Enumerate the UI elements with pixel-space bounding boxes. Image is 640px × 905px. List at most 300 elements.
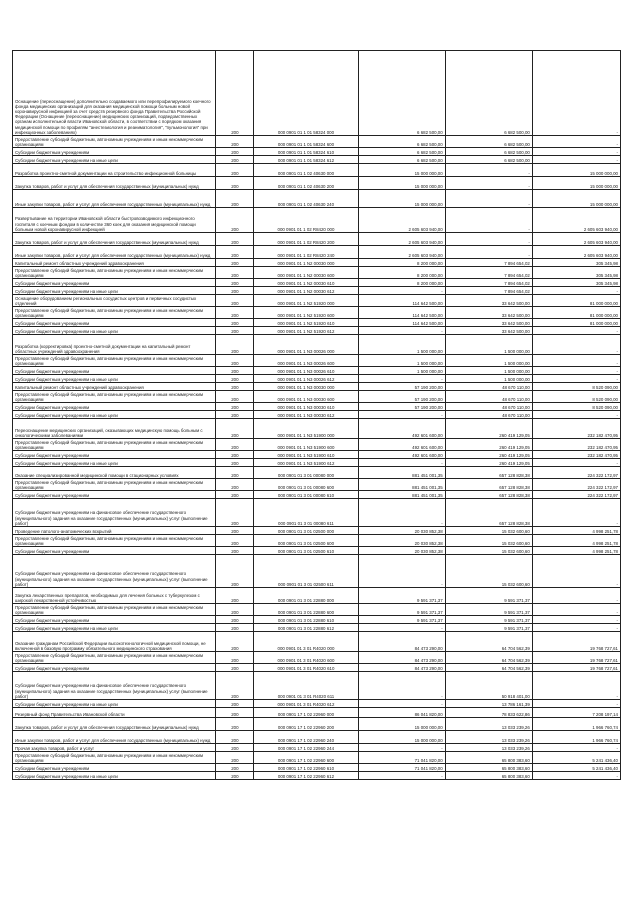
row-classification-code-cell: 000 0901 01 1 N2 00030 610 [254, 279, 358, 287]
row-name-cell: Капитальный ремонт областных учреждений здравоохранения [13, 383, 216, 391]
row-name-cell: Предоставление субсидий бюджетным, автономным учреждениям и иным некоммерческим организациям [13, 136, 216, 148]
row-approved-amount-cell: 881 451 001,35 [358, 479, 445, 491]
row-name-cell: Предоставление субсидий бюджетным, автономным учреждениям и иным некоммерческим организациям [13, 479, 216, 491]
table-row [13, 233, 621, 246]
row-name-cell: Предоставление субсидий бюджетным, автономным учреждениям и иным некоммерческим организациям [13, 355, 216, 367]
row-unexecuted-amount-cell: 1 966 760,74 [532, 718, 620, 731]
table-row [13, 632, 621, 652]
row-classification-code-cell: 000 0901 01 3 01 00080 000 [254, 467, 358, 479]
row-approved-amount-cell: 6 682 500,00 [358, 51, 445, 136]
row-approved-amount-cell: 2 605 603 940,00 [358, 246, 445, 259]
table-row [13, 588, 621, 604]
row-unexecuted-amount-cell: 19 768 727,61 [532, 652, 620, 664]
row-executed-amount-cell: 15 032 600,60 [445, 555, 532, 588]
row-classification-code-cell: 000 0901 01 3 01 R4020 610 [254, 664, 358, 672]
row-classification-code-cell: 000 0901 01 1 01 58324 600 [254, 136, 358, 148]
row-unexecuted-amount-cell: 19 768 727,61 [532, 632, 620, 652]
row-classification-code-cell: 000 0901 01 3 01 00080 611 [254, 499, 358, 527]
row-classification-code-cell: 000 0901 01 3 01 22880 000 [254, 588, 358, 604]
row-classification-code-cell: 000 0901 01 1 N2 51920 612 [254, 327, 358, 335]
table-row [13, 459, 621, 467]
row-code-line-cell: 200 [216, 535, 254, 547]
row-code-line-cell: 200 [216, 652, 254, 664]
table-row [13, 744, 621, 752]
row-code-line-cell: 200 [216, 367, 254, 375]
table-row [13, 624, 621, 632]
row-name-cell: Субсидии бюджетным учреждениям на финансовое обеспечение государственного (муниципального) задания на оказание государственных (муниципальных) услуг (выполнение работ) [13, 555, 216, 588]
row-executed-amount-cell: 6 682 500,00 [445, 156, 532, 164]
row-code-line-cell: 200 [216, 772, 254, 780]
row-code-line-cell: 200 [216, 604, 254, 616]
row-name-cell: Проведение патолого-анатомических вскрытий [13, 527, 216, 535]
row-classification-code-cell: 000 0901 01 3 01 02500 611 [254, 555, 358, 588]
row-approved-amount-cell: 84 473 290,00 [358, 652, 445, 664]
row-approved-amount-cell: 86 041 820,00 [358, 708, 445, 718]
row-name-cell: Закупка товаров, работ и услуг для обеспечения государственных (муниципальных) нужд [13, 233, 216, 246]
row-approved-amount-cell: 8 200 000,00 [358, 267, 445, 279]
row-name-cell: Субсидии бюджетным учреждениям на иные цели [13, 287, 216, 295]
row-name-cell: Субсидии бюджетным учреждениям на иные цели [13, 772, 216, 780]
row-name-cell: Развертывание на территории Ивановской области быстровозводимого инфекционного госпиталя с коечным фондом в количестве 360 коек для оказания медицинской помощи больным новой коронавирусной инфекцией [13, 208, 216, 233]
row-unexecuted-amount-cell: 305 345,98 [532, 279, 620, 287]
row-name-cell: Субсидии бюджетным учреждениям на иные цели [13, 700, 216, 708]
row-classification-code-cell: 000 0901 01 1 02 40630 000 [254, 164, 358, 177]
row-classification-code-cell: 000 0901 01 3 01 22880 600 [254, 604, 358, 616]
table-row [13, 327, 621, 335]
row-approved-amount-cell: 114 642 500,00 [358, 295, 445, 307]
row-executed-amount-cell: 15 032 600,60 [445, 527, 532, 535]
row-classification-code-cell: 000 0901 01 1 N3 51900 000 [254, 419, 358, 439]
row-classification-code-cell: 000 0901 01 1 N3 00026 000 [254, 335, 358, 355]
row-approved-amount-cell: 84 473 290,00 [358, 632, 445, 652]
row-unexecuted-amount-cell: - [532, 588, 620, 604]
row-name-cell: Иные закупки товаров, работ и услуг для обеспечения государственных (муниципальных) нужд [13, 731, 216, 744]
row-classification-code-cell: 000 0901 01 1 N3 00026 612 [254, 375, 358, 383]
row-executed-amount-cell: 9 591 371,37 [445, 616, 532, 624]
row-code-line-cell: 200 [216, 744, 254, 752]
row-classification-code-cell: 000 0901 01 3 01 02500 610 [254, 547, 358, 555]
row-code-line-cell: 200 [216, 499, 254, 527]
row-approved-amount-cell: 20 030 852,38 [358, 547, 445, 555]
row-classification-code-cell: 000 0901 01 1 N3 00030 610 [254, 403, 358, 411]
row-unexecuted-amount-cell: - [532, 604, 620, 616]
row-approved-amount-cell: 71 041 820,00 [358, 764, 445, 772]
row-unexecuted-amount-cell: - [532, 375, 620, 383]
table-row [13, 267, 621, 279]
row-approved-amount-cell: 20 030 852,38 [358, 527, 445, 535]
row-code-line-cell: 200 [216, 708, 254, 718]
row-approved-amount-cell: 1 500 000,00 [358, 335, 445, 355]
row-name-cell: Разработка проектно-сметной документации на строительство инфекционной больницы [13, 164, 216, 177]
row-classification-code-cell: 000 0901 01 1 N3 51900 610 [254, 451, 358, 459]
row-executed-amount-cell: 65 800 383,60 [445, 772, 532, 780]
table-row [13, 208, 621, 233]
row-unexecuted-amount-cell: 232 182 470,95 [532, 451, 620, 459]
row-unexecuted-amount-cell: 224 322 172,97 [532, 491, 620, 499]
row-name-cell: Оснащение (переоснащение) дополнительно создаваемого или перепрофилируемого коечного фонда медицинских организаций для оказания медицинской помощи больным новой коронавирусной инфекцией за счет средств резервного фонда Правительства Российской Федерации (Оснащение (переоснащение) медицинских организаций, подведомственных органам исполнительной власти Ивановской области, в соответствии с порядком оказания медицинской помощи по профилям "анестезиология и реаниматология", "пульмонология" при инфекционных заболеваниях) [13, 51, 216, 136]
row-classification-code-cell: 000 0901 01 1 01 58324 610 [254, 148, 358, 156]
row-approved-amount-cell: - [358, 459, 445, 467]
row-classification-code-cell: 000 0901 01 1 02 40630 240 [254, 190, 358, 208]
row-code-line-cell: 200 [216, 403, 254, 411]
row-unexecuted-amount-cell: 81 000 000,00 [532, 295, 620, 307]
row-name-cell: Иные закупки товаров, работ и услуг для обеспечения государственных (муниципальных) нужд [13, 190, 216, 208]
row-unexecuted-amount-cell: 81 000 000,00 [532, 319, 620, 327]
row-classification-code-cell: 000 0901 01 1 N2 00030 612 [254, 287, 358, 295]
row-unexecuted-amount-cell: - [532, 624, 620, 632]
row-classification-code-cell: 000 0901 01 1 01 58324 000 [254, 51, 358, 136]
row-executed-amount-cell: 48 670 110,00 [445, 411, 532, 419]
row-unexecuted-amount-cell: - [532, 499, 620, 527]
table-row [13, 731, 621, 744]
row-executed-amount-cell: 7 894 654,02 [445, 279, 532, 287]
row-approved-amount-cell: 6 682 500,00 [358, 156, 445, 164]
row-unexecuted-amount-cell: 4 998 251,78 [532, 535, 620, 547]
row-executed-amount-cell: 7 894 654,02 [445, 267, 532, 279]
row-name-cell: Разработка (корректировка) проектно-сметной документации на капитальный ремонт областных учреждений здравоохранения [13, 335, 216, 355]
row-code-line-cell: 200 [216, 752, 254, 764]
table-row [13, 319, 621, 327]
row-approved-amount-cell: - [358, 287, 445, 295]
row-name-cell: Субсидии бюджетным учреждениям [13, 148, 216, 156]
row-name-cell: Субсидии бюджетным учреждениям [13, 279, 216, 287]
row-approved-amount-cell: 20 030 852,38 [358, 535, 445, 547]
table-row [13, 190, 621, 208]
table-row [13, 491, 621, 499]
row-unexecuted-amount-cell: 2 605 603 940,00 [532, 246, 620, 259]
row-unexecuted-amount-cell: 8 520 090,00 [532, 403, 620, 411]
row-name-cell: Субсидии бюджетным учреждениям [13, 764, 216, 772]
row-executed-amount-cell: 50 918 401,00 [445, 672, 532, 700]
row-classification-code-cell: 000 0901 01 1 N3 00030 612 [254, 411, 358, 419]
row-name-cell: Субсидии бюджетным учреждениям на иные цели [13, 459, 216, 467]
row-code-line-cell: 200 [216, 295, 254, 307]
table-row [13, 535, 621, 547]
row-classification-code-cell: 000 0901 01 1 N3 51900 600 [254, 439, 358, 451]
row-executed-amount-cell: 1 500 000,00 [445, 375, 532, 383]
row-code-line-cell: 200 [216, 307, 254, 319]
budget-table-body [13, 51, 621, 780]
row-code-line-cell: 200 [216, 156, 254, 164]
row-approved-amount-cell: - [358, 700, 445, 708]
row-executed-amount-cell: 6 682 500,00 [445, 136, 532, 148]
row-executed-amount-cell: 33 642 500,00 [445, 319, 532, 327]
row-approved-amount-cell: 1 500 000,00 [358, 367, 445, 375]
row-approved-amount-cell: 1 500 000,00 [358, 355, 445, 367]
row-approved-amount-cell: - [358, 327, 445, 335]
row-approved-amount-cell: 881 451 001,35 [358, 467, 445, 479]
row-code-line-cell: 200 [216, 177, 254, 190]
row-name-cell: Субсидии бюджетным учреждениям на иные цели [13, 327, 216, 335]
row-classification-code-cell: 000 0901 01 1 02 R8420 200 [254, 233, 358, 246]
table-row [13, 148, 621, 156]
row-executed-amount-cell: 33 642 500,00 [445, 327, 532, 335]
table-row [13, 664, 621, 672]
table-row [13, 419, 621, 439]
row-code-line-cell: 200 [216, 624, 254, 632]
row-name-cell: Субсидии бюджетным учреждениям [13, 319, 216, 327]
row-unexecuted-amount-cell: 15 000 000,00 [532, 190, 620, 208]
row-approved-amount-cell: 15 000 000,00 [358, 731, 445, 744]
row-executed-amount-cell: 33 642 500,00 [445, 307, 532, 319]
row-executed-amount-cell: 1 500 000,00 [445, 355, 532, 367]
row-code-line-cell: 200 [216, 246, 254, 259]
row-approved-amount-cell: - [358, 744, 445, 752]
table-row [13, 439, 621, 451]
row-executed-amount-cell: 13 033 239,26 [445, 744, 532, 752]
row-code-line-cell: 200 [216, 555, 254, 588]
table-row [13, 752, 621, 764]
table-row [13, 259, 621, 267]
row-executed-amount-cell: 48 670 110,00 [445, 403, 532, 411]
row-unexecuted-amount-cell: - [532, 327, 620, 335]
row-executed-amount-cell: 48 670 110,00 [445, 383, 532, 391]
row-executed-amount-cell: 1 500 000,00 [445, 367, 532, 375]
row-unexecuted-amount-cell: - [532, 772, 620, 780]
table-row [13, 708, 621, 718]
row-executed-amount-cell: 260 419 129,05 [445, 451, 532, 459]
table-row [13, 287, 621, 295]
row-executed-amount-cell: 7 894 654,02 [445, 259, 532, 267]
row-code-line-cell: 200 [216, 419, 254, 439]
table-row [13, 672, 621, 700]
row-name-cell: Субсидии бюджетным учреждениям на финансовое обеспечение государственного (муниципального) задания на оказание государственных (муниципальных) услуг (выполнение работ) [13, 672, 216, 700]
row-name-cell: Предоставление субсидий бюджетным, автономным учреждениям и иным некоммерческим организациям [13, 752, 216, 764]
row-unexecuted-amount-cell: - [532, 672, 620, 700]
row-classification-code-cell: 000 0901 17 1 02 22960 240 [254, 731, 358, 744]
row-executed-amount-cell: 1 500 000,00 [445, 335, 532, 355]
row-executed-amount-cell: - [445, 177, 532, 190]
row-name-cell: Предоставление субсидий бюджетным, автономным учреждениям и иным некоммерческим организациям [13, 439, 216, 451]
row-unexecuted-amount-cell: 5 241 436,40 [532, 752, 620, 764]
row-approved-amount-cell: 492 601 600,00 [358, 451, 445, 459]
row-executed-amount-cell: 13 786 161,39 [445, 700, 532, 708]
row-classification-code-cell: 000 0901 01 1 N2 51920 600 [254, 307, 358, 319]
row-classification-code-cell: 000 0901 01 1 N3 00030 600 [254, 391, 358, 403]
row-code-line-cell: 200 [216, 383, 254, 391]
row-classification-code-cell: 000 0901 17 1 02 22960 000 [254, 708, 358, 718]
row-unexecuted-amount-cell: 2 605 603 940,00 [532, 233, 620, 246]
row-approved-amount-cell: 15 000 000,00 [358, 718, 445, 731]
table-row [13, 772, 621, 780]
row-unexecuted-amount-cell: 8 520 090,00 [532, 383, 620, 391]
row-classification-code-cell: 000 0901 01 1 02 R8420 000 [254, 208, 358, 233]
row-approved-amount-cell: 2 605 603 940,00 [358, 233, 445, 246]
row-executed-amount-cell: 64 704 562,39 [445, 652, 532, 664]
row-code-line-cell: 200 [216, 588, 254, 604]
row-name-cell: Субсидии бюджетным учреждениям [13, 367, 216, 375]
row-classification-code-cell: 000 0901 01 1 N3 00026 600 [254, 355, 358, 367]
row-approved-amount-cell: 15 000 000,00 [358, 164, 445, 177]
table-row [13, 307, 621, 319]
table-row [13, 451, 621, 459]
row-executed-amount-cell: 260 419 129,05 [445, 459, 532, 467]
row-code-line-cell: 200 [216, 233, 254, 246]
row-name-cell: Субсидии бюджетным учреждениям [13, 616, 216, 624]
row-unexecuted-amount-cell: - [532, 555, 620, 588]
row-code-line-cell: 200 [216, 547, 254, 555]
row-name-cell: Предоставление субсидий бюджетным, автономным учреждениям и иным некоммерческим организациям [13, 267, 216, 279]
row-unexecuted-amount-cell: - [532, 51, 620, 136]
row-name-cell: Субсидии бюджетным учреждениям на иные цели [13, 624, 216, 632]
row-executed-amount-cell: - [445, 190, 532, 208]
row-unexecuted-amount-cell: 232 182 470,95 [532, 439, 620, 451]
row-classification-code-cell: 000 0901 17 1 02 22960 244 [254, 744, 358, 752]
row-code-line-cell: 200 [216, 375, 254, 383]
table-row [13, 652, 621, 664]
row-approved-amount-cell: 57 190 200,00 [358, 383, 445, 391]
row-code-line-cell: 200 [216, 391, 254, 403]
row-classification-code-cell: 000 0901 01 3 01 22880 610 [254, 616, 358, 624]
table-row [13, 467, 621, 479]
row-code-line-cell: 200 [216, 700, 254, 708]
row-name-cell: Субсидии бюджетным учреждениям на иные цели [13, 375, 216, 383]
row-approved-amount-cell: - [358, 624, 445, 632]
row-code-line-cell: 200 [216, 764, 254, 772]
table-row [13, 411, 621, 419]
row-code-line-cell: 200 [216, 327, 254, 335]
row-name-cell: Субсидии бюджетным учреждениям [13, 491, 216, 499]
row-name-cell: Субсидии бюджетным учреждениям [13, 664, 216, 672]
row-executed-amount-cell: 33 642 500,00 [445, 295, 532, 307]
row-approved-amount-cell: - [358, 555, 445, 588]
row-executed-amount-cell: 78 833 622,86 [445, 708, 532, 718]
row-name-cell: Иные закупки товаров, работ и услуг для обеспечения государственных (муниципальных) нужд [13, 246, 216, 259]
row-classification-code-cell: 000 0901 01 3 01 00080 610 [254, 491, 358, 499]
row-unexecuted-amount-cell: 4 998 251,78 [532, 527, 620, 535]
row-classification-code-cell: 000 0901 01 1 N2 51920 610 [254, 319, 358, 327]
row-unexecuted-amount-cell: 224 322 172,97 [532, 467, 620, 479]
row-executed-amount-cell: 13 033 239,26 [445, 718, 532, 731]
row-approved-amount-cell: 6 682 500,00 [358, 136, 445, 148]
row-approved-amount-cell: 114 642 500,00 [358, 319, 445, 327]
table-row [13, 177, 621, 190]
row-code-line-cell: 200 [216, 439, 254, 451]
row-executed-amount-cell: 657 128 828,38 [445, 499, 532, 527]
row-approved-amount-cell: 15 000 000,00 [358, 177, 445, 190]
row-approved-amount-cell: 492 601 600,00 [358, 419, 445, 439]
row-name-cell: Оказание гражданам Российской Федерации высокотехнологичной медицинской помощи, не включенной в базовую программу обязательного медицинского страхования [13, 632, 216, 652]
table-row [13, 246, 621, 259]
row-code-line-cell: 200 [216, 208, 254, 233]
row-executed-amount-cell: 9 591 371,37 [445, 624, 532, 632]
row-name-cell: Капитальный ремонт областных учреждений здравоохранения [13, 259, 216, 267]
table-row [13, 555, 621, 588]
row-classification-code-cell: 000 0901 01 1 N3 00030 000 [254, 383, 358, 391]
row-approved-amount-cell: 9 591 371,37 [358, 604, 445, 616]
row-unexecuted-amount-cell: 5 241 436,40 [532, 764, 620, 772]
row-name-cell: Субсидии бюджетным учреждениям [13, 547, 216, 555]
row-code-line-cell: 200 [216, 664, 254, 672]
row-name-cell: Прочая закупка товаров, работ и услуг [13, 744, 216, 752]
row-executed-amount-cell: 657 128 828,38 [445, 467, 532, 479]
row-approved-amount-cell: 8 200 000,00 [358, 259, 445, 267]
table-row [13, 403, 621, 411]
table-row [13, 295, 621, 307]
row-unexecuted-amount-cell: - [532, 700, 620, 708]
table-row [13, 51, 621, 136]
row-unexecuted-amount-cell: - [532, 744, 620, 752]
table-row [13, 136, 621, 148]
row-approved-amount-cell: - [358, 672, 445, 700]
row-unexecuted-amount-cell: 305 345,98 [532, 267, 620, 279]
row-executed-amount-cell: 9 591 371,37 [445, 604, 532, 616]
row-unexecuted-amount-cell: - [532, 616, 620, 624]
row-name-cell: Оказание специализированной медицинской помощи в стационарных условиях [13, 467, 216, 479]
row-unexecuted-amount-cell: 8 520 090,00 [532, 391, 620, 403]
table-row [13, 547, 621, 555]
row-executed-amount-cell: 65 800 383,60 [445, 764, 532, 772]
row-approved-amount-cell: 57 190 200,00 [358, 391, 445, 403]
row-unexecuted-amount-cell: 1 966 760,74 [532, 731, 620, 744]
row-classification-code-cell: 000 0901 01 3 01 22880 612 [254, 624, 358, 632]
row-classification-code-cell: 000 0901 17 1 02 22960 200 [254, 718, 358, 731]
table-row [13, 335, 621, 355]
table-row [13, 616, 621, 624]
row-unexecuted-amount-cell: - [532, 367, 620, 375]
row-approved-amount-cell: 2 605 603 940,00 [358, 208, 445, 233]
row-unexecuted-amount-cell: - [532, 411, 620, 419]
row-approved-amount-cell: 114 642 500,00 [358, 307, 445, 319]
table-row [13, 164, 621, 177]
row-executed-amount-cell: 6 682 500,00 [445, 51, 532, 136]
row-executed-amount-cell: 260 419 129,05 [445, 439, 532, 451]
row-approved-amount-cell: - [358, 411, 445, 419]
row-approved-amount-cell: 9 591 371,37 [358, 588, 445, 604]
row-unexecuted-amount-cell: - [532, 136, 620, 148]
row-approved-amount-cell: 881 451 001,35 [358, 491, 445, 499]
row-code-line-cell: 200 [216, 479, 254, 491]
row-classification-code-cell: 000 0901 01 3 01 R4020 000 [254, 632, 358, 652]
table-row [13, 383, 621, 391]
row-unexecuted-amount-cell: - [532, 148, 620, 156]
row-executed-amount-cell: 48 670 110,00 [445, 391, 532, 403]
row-executed-amount-cell: 64 704 562,39 [445, 632, 532, 652]
row-code-line-cell: 200 [216, 355, 254, 367]
table-row [13, 156, 621, 164]
row-classification-code-cell: 000 0901 17 1 02 22960 600 [254, 752, 358, 764]
table-row [13, 499, 621, 527]
row-approved-amount-cell: 57 190 200,00 [358, 403, 445, 411]
row-code-line-cell: 200 [216, 267, 254, 279]
row-executed-amount-cell: - [445, 164, 532, 177]
row-unexecuted-amount-cell: - [532, 355, 620, 367]
row-classification-code-cell: 000 0901 17 1 02 22960 610 [254, 764, 358, 772]
row-unexecuted-amount-cell: - [532, 156, 620, 164]
row-classification-code-cell: 000 0901 17 1 02 22960 612 [254, 772, 358, 780]
row-executed-amount-cell: - [445, 233, 532, 246]
row-unexecuted-amount-cell: 15 000 000,00 [532, 177, 620, 190]
row-code-line-cell: 200 [216, 51, 254, 136]
row-code-line-cell: 200 [216, 148, 254, 156]
row-name-cell: Предоставление субсидий бюджетным, автономным учреждениям и иным некоммерческим организациям [13, 307, 216, 319]
row-approved-amount-cell: - [358, 375, 445, 383]
row-name-cell: Закупка товаров, работ и услуг для обеспечения государственных (муниципальных) нужд [13, 177, 216, 190]
table-row [13, 355, 621, 367]
row-executed-amount-cell: 64 704 562,39 [445, 664, 532, 672]
row-approved-amount-cell: 71 041 820,00 [358, 752, 445, 764]
row-executed-amount-cell: - [445, 246, 532, 259]
row-classification-code-cell: 000 0901 01 3 01 R4020 612 [254, 700, 358, 708]
row-unexecuted-amount-cell: - [532, 335, 620, 355]
row-name-cell: Субсидии бюджетным учреждениям [13, 451, 216, 459]
row-approved-amount-cell: 15 000 000,00 [358, 190, 445, 208]
row-classification-code-cell: 000 0901 01 1 N2 00030 000 [254, 259, 358, 267]
row-classification-code-cell: 000 0901 01 1 N2 51920 000 [254, 295, 358, 307]
row-code-line-cell: 200 [216, 279, 254, 287]
row-unexecuted-amount-cell: 19 768 727,61 [532, 664, 620, 672]
row-name-cell: Резервный фонд Правительства Ивановской области [13, 708, 216, 718]
